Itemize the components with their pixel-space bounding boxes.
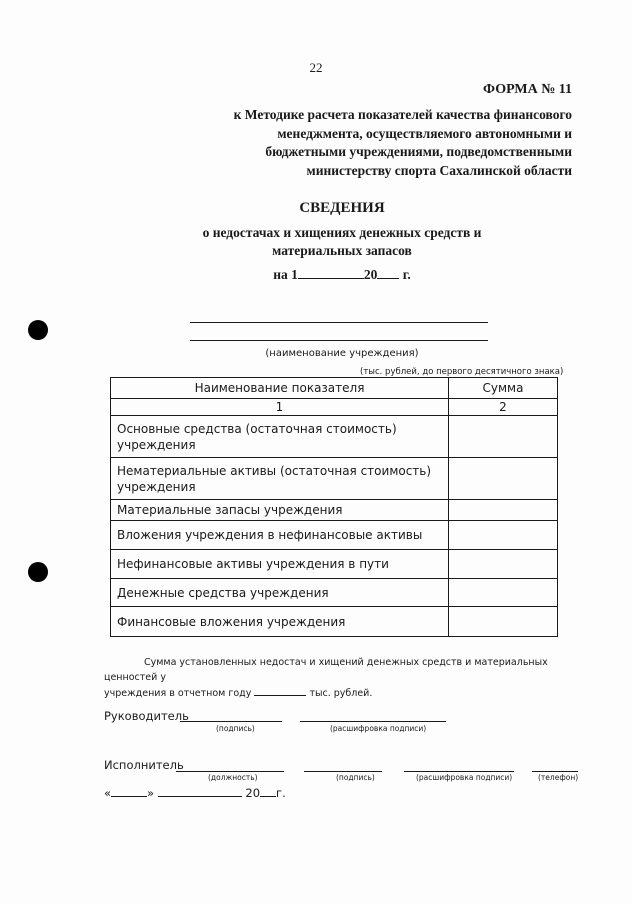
indicator-name: Нематериальные активы (остаточная стоимость) учреждения [111, 458, 449, 500]
executor-position-line[interactable] [176, 771, 284, 772]
executor-name-caption: (расшифровка подписи) [416, 773, 513, 782]
subtitle-line: о недостачах и хищениях денежных средств и [202, 225, 482, 240]
executor-phone-caption: (телефон) [538, 773, 579, 782]
report-date [0, 266, 632, 283]
executor-phone-line[interactable] [532, 771, 578, 772]
document-subtitle [0, 224, 632, 260]
executor-label: Исполнитель [104, 758, 184, 772]
table-row [111, 500, 558, 521]
summary-line-2-suffix: тыс. рублей. [309, 688, 373, 699]
report-date-year-blank[interactable] [377, 266, 399, 279]
head-signature-line[interactable] [180, 721, 282, 722]
table-row [111, 416, 558, 458]
indicator-name: Вложения учреждения в нефинансовые активы [111, 521, 449, 550]
table-row [111, 521, 558, 550]
indicator-name: Материальные запасы учреждения [111, 500, 449, 521]
report-date-year-prefix: 20 [363, 267, 378, 282]
binder-hole-top [28, 320, 48, 340]
org-name-line-2[interactable] [190, 340, 488, 341]
units-note: (тыс. рублей, до первого десятичного знака) [360, 367, 564, 377]
column-number-row [111, 399, 558, 416]
header-amount: Сумма [449, 378, 558, 399]
head-name-line[interactable] [300, 721, 446, 722]
indicator-name: Финансовые вложения учреждения [111, 607, 449, 637]
footer-date-year-blank[interactable] [260, 784, 276, 797]
indicator-name: Денежные средства учреждения [111, 579, 449, 607]
footer-date [104, 784, 286, 800]
summary-text [104, 655, 584, 701]
indicators-table [110, 377, 558, 637]
method-reference-line: бюджетными учреждениями, подведомственными [265, 144, 572, 159]
summary-line-1: Сумма установленных недостач и хищений денежных средств и материальных ценностей у [104, 657, 548, 683]
footer-date-year-prefix: 20 [245, 786, 261, 800]
summary-line-2-prefix: учреждения в отчетном году [104, 688, 252, 699]
document-title: СВЕДЕНИЯ [299, 200, 385, 216]
method-reference-line: к Методике расчета показателей качества финансового [233, 107, 572, 122]
amount-cell[interactable] [449, 579, 558, 607]
amount-cell[interactable] [449, 458, 558, 500]
page-number: 22 [309, 60, 323, 75]
table-header-row [111, 378, 558, 399]
footer-date-month-blank[interactable] [158, 784, 242, 797]
method-reference-line: менеджмента, осуществляемого автономными и [277, 125, 572, 141]
footer-date-suffix: г. [276, 786, 286, 800]
head-name-caption: (расшифровка подписи) [330, 724, 427, 733]
report-date-prefix: на 1 [273, 267, 298, 282]
table-row [111, 607, 558, 637]
summary-line-2 [104, 685, 584, 701]
org-name-caption: (наименование учреждения) [265, 348, 419, 359]
table-row [111, 458, 558, 500]
footer-date-day-blank[interactable] [111, 784, 147, 797]
binder-hole-bottom [28, 562, 48, 582]
amount-cell[interactable] [449, 416, 558, 458]
subtitle-line: материальных запасов [272, 243, 412, 258]
amount-cell[interactable] [449, 550, 558, 579]
method-reference-line: министерству спорта Сахалинской области [306, 162, 572, 178]
executor-position-caption: (должность) [208, 773, 258, 782]
head-signature-caption: (подпись) [216, 724, 255, 733]
column-number: 1 [111, 399, 449, 416]
executor-signature-caption: (подпись) [336, 773, 375, 782]
report-date-day-month-blank[interactable] [298, 266, 364, 279]
header-indicator-name: Наименование показателя [111, 378, 449, 399]
table-row [111, 579, 558, 607]
amount-cell[interactable] [449, 500, 558, 521]
form-number: ФОРМА № 11 [483, 82, 572, 97]
executor-name-line[interactable] [404, 771, 514, 772]
amount-cell[interactable] [449, 521, 558, 550]
table-row [111, 550, 558, 579]
org-name-line[interactable] [190, 322, 488, 323]
amount-cell[interactable] [449, 607, 558, 637]
footer-date-open-quote: « [104, 786, 112, 800]
method-reference [132, 106, 572, 180]
report-date-suffix: г. [402, 267, 411, 282]
indicator-name: Нефинансовые активы учреждения в пути [111, 550, 449, 579]
executor-signature-line[interactable] [304, 771, 382, 772]
footer-date-close-quote: » [147, 786, 155, 800]
column-number: 2 [449, 399, 558, 416]
indicator-name: Основные средства (остаточная стоимость) учреждения [111, 416, 449, 458]
summary-amount-blank[interactable] [254, 685, 306, 696]
head-label: Руководитель [104, 709, 189, 723]
